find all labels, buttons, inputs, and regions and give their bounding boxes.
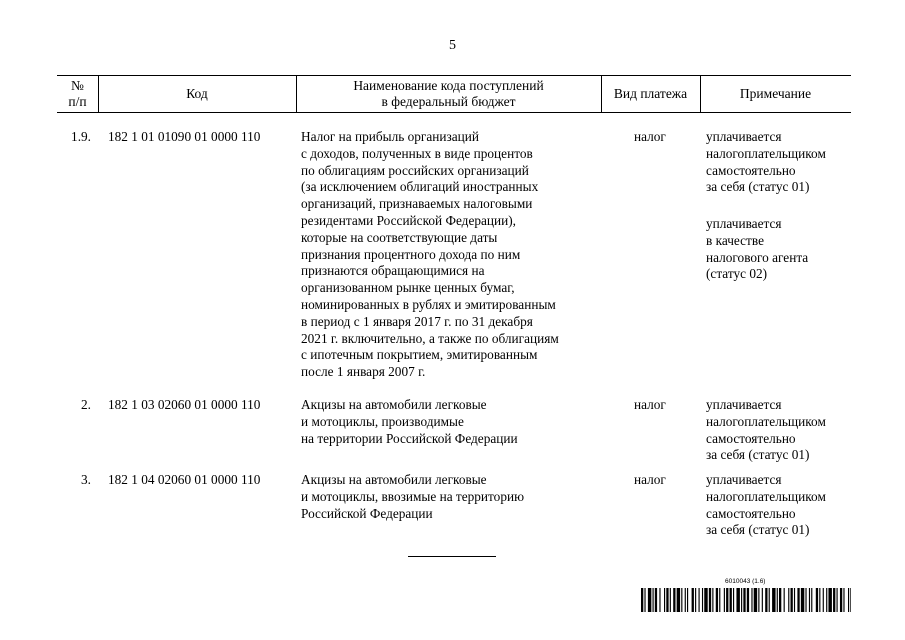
barcode-bar	[743, 588, 745, 612]
barcode-bar	[837, 588, 838, 612]
barcode-bar	[673, 588, 675, 612]
barcode-bar	[848, 588, 849, 612]
barcode-bar	[648, 588, 651, 612]
header-name: Наименование кода поступлений в федеральный бюджет	[353, 78, 544, 109]
table-top-border	[57, 75, 851, 76]
row-note: уплачивается налогоплательщиком самостоятельно за себя (статус 01)	[706, 472, 826, 538]
barcode-bar	[724, 588, 725, 612]
barcode-bar	[695, 588, 696, 612]
footnote-separator	[408, 556, 496, 557]
barcode-bar	[641, 588, 643, 612]
row-payment-type: налог	[634, 129, 666, 144]
barcode-bar	[687, 588, 688, 612]
barcode-bar	[758, 588, 759, 612]
barcode-bar	[797, 588, 799, 612]
barcode-bar	[762, 588, 763, 612]
barcode-bar	[850, 588, 851, 612]
barcode-bar	[716, 588, 718, 612]
row-number: 3.	[81, 472, 91, 487]
barcode-bar	[664, 588, 665, 612]
barcode-bar	[809, 588, 810, 612]
barcode-bar	[644, 588, 645, 612]
barcode-bar	[712, 588, 713, 612]
barcode-bar	[653, 588, 654, 612]
barcode-bar	[730, 588, 732, 612]
barcode-bar	[823, 588, 824, 612]
barcode-bar	[840, 588, 842, 612]
barcode-bar	[816, 588, 818, 612]
barcode-bar	[801, 588, 804, 612]
row-code: 182 1 01 01090 01 0000 110	[108, 129, 261, 144]
barcode-bar	[726, 588, 728, 612]
barcode-bar	[719, 588, 720, 612]
barcode-bar	[702, 588, 703, 612]
barcode-bar	[754, 588, 757, 612]
barcode-bar	[670, 588, 671, 612]
barcode-bar	[811, 588, 812, 612]
barcode-bar	[677, 588, 680, 612]
barcode-bar	[751, 588, 752, 612]
barcode-bar	[659, 588, 660, 612]
barcode-bar	[769, 588, 770, 612]
row-note: уплачивается налогоплательщиком самостоятельно за себя (статус 01)	[706, 397, 826, 463]
barcode-bar	[833, 588, 835, 612]
barcode-bar	[805, 588, 806, 612]
document-barcode	[641, 578, 851, 614]
barcode-bar	[704, 588, 707, 612]
barcode-bar	[709, 588, 711, 612]
barcode-bar	[666, 588, 668, 612]
barcode-bar	[788, 588, 789, 612]
barcode-bar	[843, 588, 844, 612]
barcode-bar	[681, 588, 682, 612]
row-number: 2.	[81, 397, 91, 412]
barcode-bar	[794, 588, 795, 612]
barcode-bar	[819, 588, 820, 612]
barcode-label: 6010043 (1.6)	[725, 578, 766, 585]
row-name: Акцизы на автомобили легковые и мотоциклы, ввозимые на территорию Российской Федерации	[301, 472, 525, 521]
row-payment-type: налог	[634, 472, 666, 487]
header-code: Код	[186, 86, 208, 101]
header-num: № п/п	[68, 78, 87, 109]
barcode-bar	[826, 588, 827, 612]
barcode-bar	[685, 588, 686, 612]
row-name: Налог на прибыль организаций с доходов, полученных в виде процентов по облигациям российских организаций (за исключением облигаций иностранных организаций, признаваемых налоговыми резидентами Российской Федерации), которые на соответствующие даты признания процентного дохода по ним признаются обращающимися на организованном рынке ценных бумаг, номинированных в рублях и эмитированным в период с 1 января 2017 г. по 31 декабря 2021 г. включительно, а также по облигациям с ипотечным покрытием, эмитированным после 1 января 2007 г.	[301, 129, 559, 380]
row-code: 182 1 03 02060 01 0000 110	[108, 397, 261, 412]
header-type: Вид платежа	[613, 86, 688, 101]
barcode-bar	[828, 588, 831, 612]
barcode-bar	[779, 588, 781, 612]
barcode-bar	[692, 588, 694, 612]
header-note: Примечание	[739, 86, 812, 101]
page-number: 5	[449, 38, 456, 53]
barcode-bar	[747, 588, 749, 612]
barcode-bar	[736, 588, 739, 612]
row-payment-type: налог	[634, 397, 666, 412]
barcode-icon	[641, 588, 851, 612]
row-number: 1.9.	[71, 129, 91, 144]
barcode-bar	[699, 588, 700, 612]
barcode-bar	[791, 588, 793, 612]
row-code: 182 1 04 02060 01 0000 110	[108, 472, 261, 487]
row-note-secondary: уплачивается в качестве налогового агента (статус 02)	[706, 216, 809, 282]
barcode-bar	[733, 588, 734, 612]
barcode-bar	[655, 588, 657, 612]
barcode-bar	[765, 588, 767, 612]
barcode-bar	[784, 588, 785, 612]
table-header-bottom-border	[57, 112, 851, 113]
row-note: уплачивается налогоплательщиком самостоятельно за себя (статус 01)	[706, 129, 826, 195]
row-name: Акцизы на автомобили легковые и мотоциклы, производимые на территории Российской Федерации	[301, 397, 518, 446]
barcode-bar	[772, 588, 775, 612]
barcode-bar	[777, 588, 778, 612]
barcode-bar	[741, 588, 742, 612]
